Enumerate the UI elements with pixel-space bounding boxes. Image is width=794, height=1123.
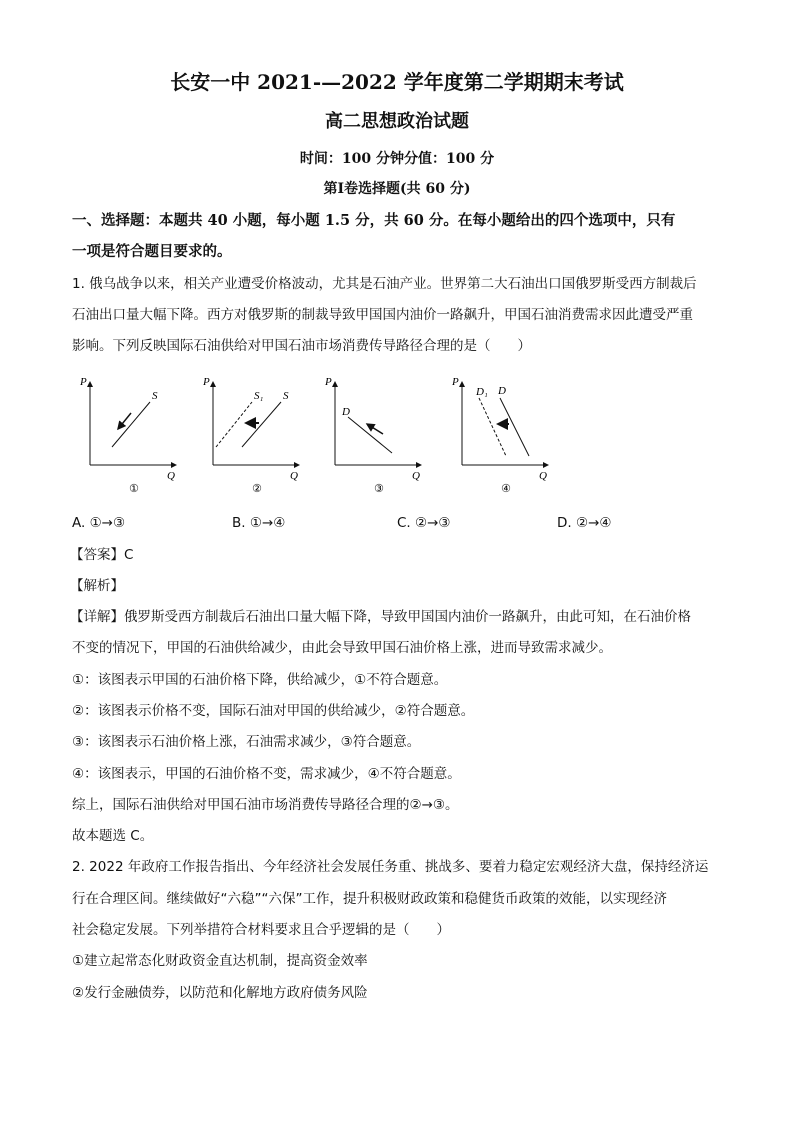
diagram-1: [80, 368, 220, 502]
exam-subtitle: 高二思想政治试题: [325, 111, 469, 132]
option-c: C. ②→③: [397, 515, 451, 531]
stem-line: 影响。下列反映国际石油供给对甲国石油市场消费传导路径合理的是（ ）: [72, 338, 531, 354]
demand-curve-d: [500, 398, 529, 456]
option-a: A. ①→③: [72, 515, 126, 531]
analysis-line: 【详解】俄罗斯受西方制裁后石油出口量大幅下降，导致甲国国内油价一路飙升，由此可知，在石油价格: [70, 609, 691, 625]
stem-line: 2. 2022 年政府工作报告指出、今年经济社会发展任务重、挑战多、要着力稳定宏观经济大盘，保持经济运: [72, 859, 709, 875]
answer: 【答案】C: [70, 547, 134, 563]
stem-line: 1. 俄乌战争以来，相关产业遭受价格波动，尤其是石油产业。世界第二大石油出口国俄罗斯受西方制裁后: [72, 276, 697, 292]
p-label: P: [203, 376, 210, 388]
stem-line: 社会稳定发展。下列举措符合材料要求且合乎逻辑的是（ ）: [72, 922, 450, 938]
choice-item: ②发行金融债券，以防范和化解地方政府债务风险: [72, 985, 368, 1001]
diagram-number: ③: [374, 482, 384, 495]
stem-line: 石油出口量大幅下降。西方对俄罗斯的制裁导致甲国国内油价一路飙升，甲国石油消费需求因此遭受严重: [72, 307, 693, 323]
diagram-number: ④: [501, 482, 511, 495]
diagram-2: [203, 368, 343, 502]
curve-label: D: [342, 406, 350, 418]
q-label: Q: [290, 470, 298, 482]
p-label: P: [452, 376, 459, 388]
diagram-3: [325, 368, 465, 502]
q-label: Q: [412, 470, 420, 482]
demand-curve: [348, 417, 392, 453]
supply-curve: [112, 402, 150, 447]
movement-arrow: [367, 424, 383, 434]
q-label: Q: [539, 470, 547, 482]
stem-line: 行在合理区间。继续做好“六稳”“六保”工作，提升积极财政政策和稳健货币政策的效能，以实现经济: [72, 891, 667, 907]
analysis-line: ③：该图表示石油价格上涨，石油需求减少，③符合题意。: [72, 734, 421, 750]
analysis-line: 不变的情况下，甲国的石油供给减少，由此会导致甲国石油价格上涨，进而导致需求减少。: [72, 640, 612, 656]
curve-label: D₁: [476, 386, 488, 398]
analysis-line: ④：该图表示，甲国的石油价格不变，需求减少，④不符合题意。: [72, 766, 461, 782]
curve-label: S: [283, 390, 289, 402]
analysis-line: 故本题选 C。: [72, 828, 154, 844]
option-d: D. ②→④: [557, 515, 612, 531]
p-label: P: [325, 376, 332, 388]
analysis-line: ①：该图表示甲国的石油价格下降，供给减少，①不符合题意。: [72, 672, 448, 688]
diagram-4: [452, 368, 592, 502]
supply-curve-s1-dashed: [216, 402, 252, 447]
analysis-line: 综上，国际石油供给对甲国石油市场消费传导路径合理的②→③。: [72, 797, 459, 813]
exam-meta: 时间：100 分钟分值：100 分: [299, 151, 495, 167]
exam-title: 长安一中 2021-—2022 学年度第二学期期末考试: [170, 70, 624, 94]
curve-label: D: [498, 385, 506, 397]
curve-label: S₁: [254, 390, 264, 402]
diagram-number: ①: [129, 482, 139, 495]
analysis-label: 【解析】: [70, 578, 124, 594]
section-heading: 第Ⅰ卷选择题(共 60 分): [323, 181, 471, 197]
analysis-line: ②：该图表示价格不变，国际石油对甲国的供给减少，②符合题意。: [72, 703, 475, 719]
instruction-line: 一项是符合题目要求的。: [72, 243, 232, 260]
diagram-number: ②: [252, 482, 262, 495]
curve-label: S: [152, 390, 158, 402]
option-b: B. ①→④: [232, 515, 286, 531]
q-label: Q: [167, 470, 175, 482]
supply-curve-s: [242, 402, 281, 447]
instruction-line: 一、选择题：本题共 40 小题，每小题 1.5 分，共 60 分。在每小题给出的四个选项中，只有: [72, 212, 676, 229]
p-label: P: [80, 376, 87, 388]
choice-item: ①建立起常态化财政资金直达机制，提高资金效率: [72, 953, 368, 969]
demand-curve-d1-dashed: [479, 398, 506, 456]
